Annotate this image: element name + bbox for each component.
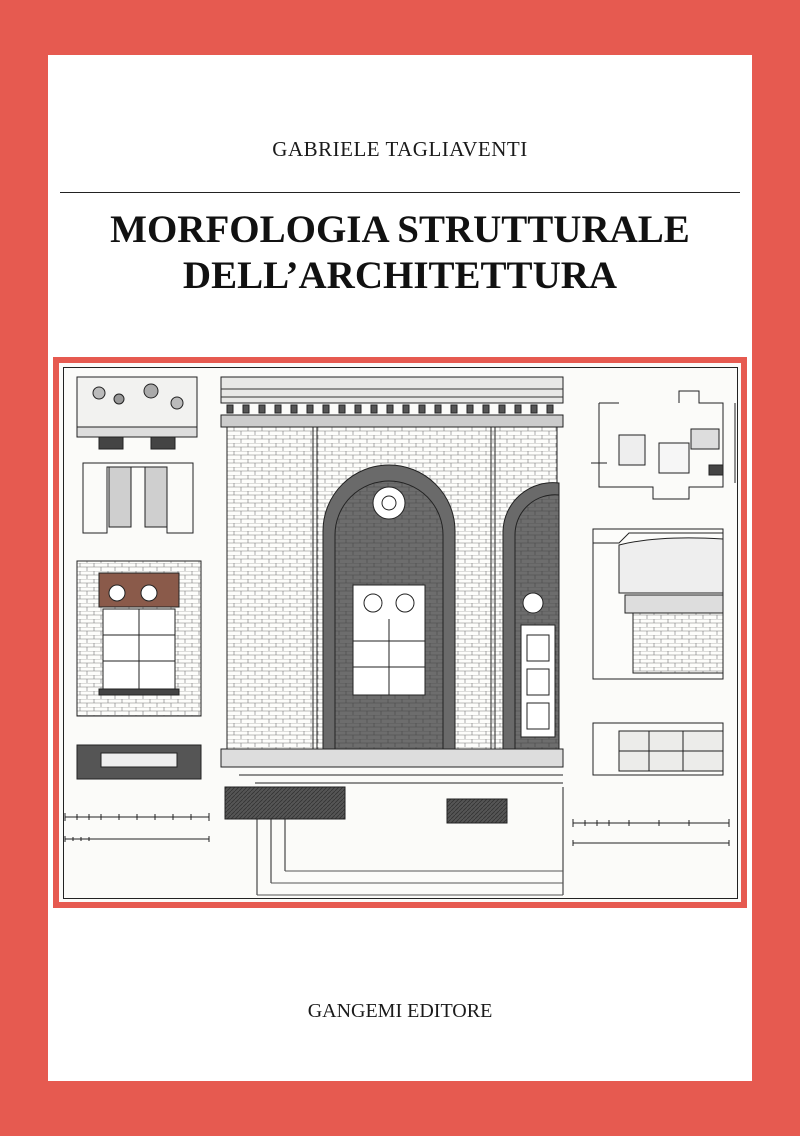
architectural-plate — [59, 363, 741, 902]
book-title — [48, 207, 752, 299]
right-base-section — [593, 723, 723, 775]
left-window-elevation — [77, 561, 201, 716]
book-cover-page — [48, 55, 752, 1081]
right-floor-plan — [591, 391, 735, 499]
title-line-2: DELL’ARCHITETTURA — [182, 254, 618, 297]
left-plan-detail — [77, 377, 197, 533]
right-scale-bar — [573, 819, 729, 846]
title-line-1: MORFOLOGIA STRUTTURALE — [110, 208, 690, 251]
author-name: GABRIELE TAGLIAVENTI — [272, 137, 528, 161]
publisher-name: GANGEMI EDITORE — [307, 1000, 493, 1022]
left-scale-bar — [65, 813, 209, 842]
illustration-frame — [53, 357, 747, 908]
right-cornice-section — [593, 529, 723, 679]
facade-drawing-icon — [59, 363, 741, 902]
title-divider — [60, 192, 740, 193]
left-section — [77, 745, 201, 779]
center-facade — [221, 377, 563, 895]
